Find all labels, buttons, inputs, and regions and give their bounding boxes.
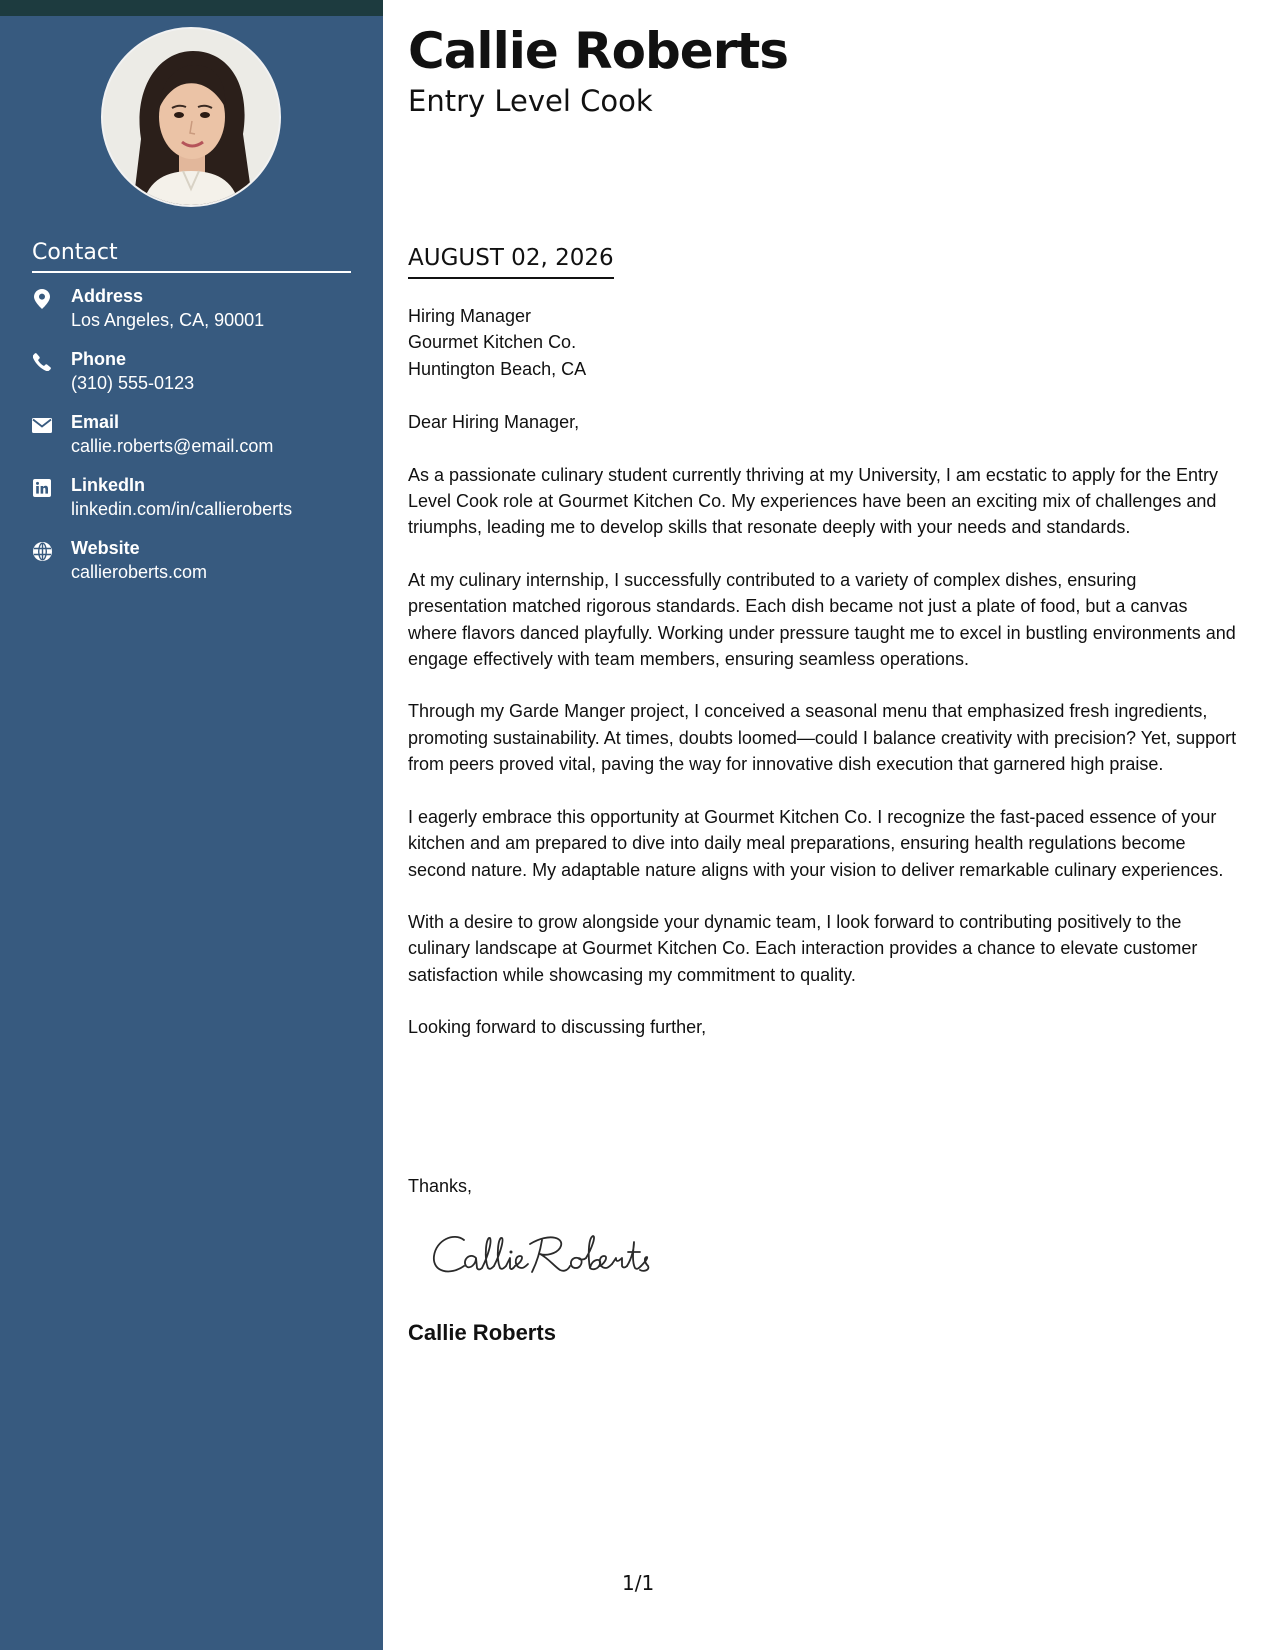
closing: Thanks, [408, 1176, 473, 1196]
contact-website-value[interactable]: callieroberts.com [71, 562, 208, 582]
contact-heading: Contact [32, 240, 118, 265]
contact-address [32, 286, 372, 336]
salutation: Dear Hiring Manager, [408, 412, 580, 433]
applicant-name: Callie Roberts [408, 22, 789, 80]
recipient-line: Huntington Beach, CA [408, 358, 587, 379]
letter-paragraph: With a desire to grow alongside your dynamic team, I look forward to contributing positively to the culinary landscape at Gourmet Kitchen Co. Each interaction provides a chance to elevate customer satisfaction while showcasing my commitment to quality. [408, 911, 1198, 985]
contact-phone-value: (310) 555-0123 [71, 373, 195, 393]
contact-phone [32, 349, 372, 399]
contact-linkedin-label: LinkedIn [71, 475, 146, 495]
contact-website [32, 538, 372, 588]
contact-email-value: callie.roberts@email.com [71, 436, 274, 456]
contact-linkedin-value[interactable]: linkedin.com/in/callieroberts [71, 499, 293, 519]
map-pin-icon [32, 289, 52, 309]
sidebar [0, 0, 383, 1650]
contact-email-label: Email [71, 412, 120, 432]
contact-linkedin [32, 475, 372, 525]
linkedin-icon [32, 478, 52, 498]
letter-paragraph: As a passionate culinary student currently thriving at my University, I am ecstatic to apply for the Entry Level Cook role at Gourmet Kitchen Co. My experiences have been an exciting mix of challenges and triumphs, leading me to develop skills that resonate deeply with your needs and standards. [408, 464, 1219, 538]
envelope-icon [32, 415, 52, 435]
signer-name: Callie Roberts [408, 1320, 556, 1345]
recipient-block [408, 303, 1240, 382]
contact-website-label: Website [71, 538, 140, 558]
letter-date: AUGUST 02, 2026 [408, 245, 614, 279]
recipient-line: Hiring Manager [408, 306, 532, 326]
letter-paragraph: I eagerly embrace this opportunity at Gourmet Kitchen Co. I recognize the fast-paced essence of your kitchen and am prepared to dive into daily meal preparations, ensuring health regulations become second nature. My adaptable nature aligns with your vision to deliver remarkable culinary experiences. [408, 806, 1224, 880]
letter-body [408, 303, 1240, 1041]
signature-image [430, 1228, 660, 1284]
letter-paragraph: Through my Garde Manger project, I conceived a seasonal menu that emphasized fresh ingredients, promoting sustainability. At times, doubts loomed—could I balance creativity with precision? Yet, support from peers proved vital, paving the way for innovative dish execution that garnered high praise. [408, 701, 1237, 775]
globe-icon [32, 541, 52, 561]
contact-divider [32, 271, 351, 273]
contact-phone-label: Phone [71, 349, 127, 369]
contact-address-label: Address [71, 286, 144, 306]
job-title: Entry Level Cook [408, 84, 653, 118]
letter-paragraph: At my culinary internship, I successfully contributed to a variety of complex dishes, ensuring presentation matched rigorous standards. Each dish became not just a plate of food, but a canvas where flavors danced playfully. Working under pressure taught me to excel in bustling environments and engage effectively with team members, ensuring seamless operations. [408, 569, 1236, 670]
profile-photo [101, 27, 281, 207]
recipient-line: Gourmet Kitchen Co. [408, 332, 577, 353]
contact-address-value: Los Angeles, CA, 90001 [71, 310, 265, 330]
contact-email [32, 412, 372, 462]
letter-paragraph: Looking forward to discussing further, [408, 1017, 707, 1038]
sidebar-top-bar [0, 0, 383, 16]
page-number: 1/1 [622, 1571, 655, 1595]
phone-icon [32, 352, 52, 372]
